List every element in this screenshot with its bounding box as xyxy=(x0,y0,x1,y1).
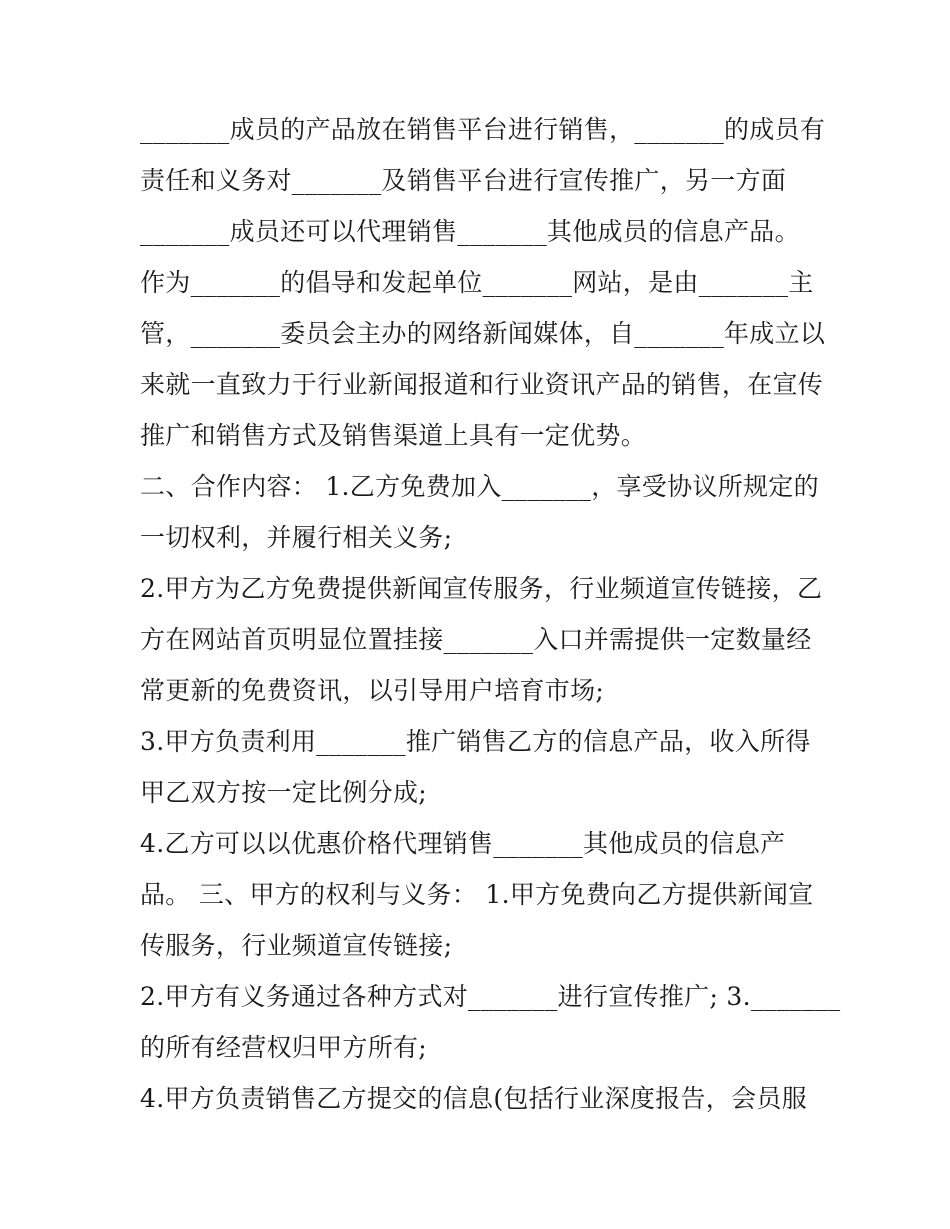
text-line: 方在网站首页明显位置挂接_______入口并需提供一定数量经 xyxy=(140,625,812,654)
text-line: 来就一直致力于行业新闻报道和行业资讯产品的销售，在宣传 xyxy=(140,370,824,399)
text-line: 二、合作内容： 1.乙方免费加入_______，享受协议所规定的 xyxy=(140,472,819,501)
text-line: 品。 三、甲方的权利与义务： 1.甲方免费向乙方提供新闻宣 xyxy=(140,880,814,909)
text-line: 推广和销售方式及销售渠道上具有一定优势。 xyxy=(140,421,647,450)
text-line: 2.甲方为乙方免费提供新闻宣传服务，行业频道宣传链接，乙 xyxy=(140,574,823,603)
agreement-text xyxy=(140,104,841,1124)
text-line: 的所有经营权归甲方所有; xyxy=(140,1033,428,1062)
text-line: 4.乙方可以以优惠价格代理销售_______其他成员的信息产 xyxy=(140,829,786,858)
text-line: 甲乙双方按一定比例分成; xyxy=(140,778,428,807)
text-line: 一切权利，并履行相关义务; xyxy=(140,523,453,552)
text-line: 传服务，行业频道宣传链接; xyxy=(140,931,453,960)
text-line: 常更新的免费资讯，以引导用户培育市场; xyxy=(140,676,605,705)
text-line: 4.甲方负责销售乙方提交的信息(包括行业深度报告，会员服 xyxy=(140,1084,808,1113)
text-line: _______成员还可以代理销售_______其他成员的信息产品。 xyxy=(140,217,800,246)
text-line: 管，_______委员会主办的网络新闻媒体，自_______年成立以 xyxy=(140,319,826,348)
text-line: 2.甲方有义务通过各种方式对_______进行宣传推广; 3._______ xyxy=(140,982,841,1011)
text-line: 3.甲方负责利用_______推广销售乙方的信息产品，收入所得 xyxy=(140,727,811,756)
text-line: 责任和义务对_______及销售平台进行宣传推广，另一方面 xyxy=(140,166,787,195)
text-line: _______成员的产品放在销售平台进行销售，_______的成员有 xyxy=(140,115,826,144)
text-line: 作为_______的倡导和发起单位_______网站，是由_______主 xyxy=(140,268,814,297)
